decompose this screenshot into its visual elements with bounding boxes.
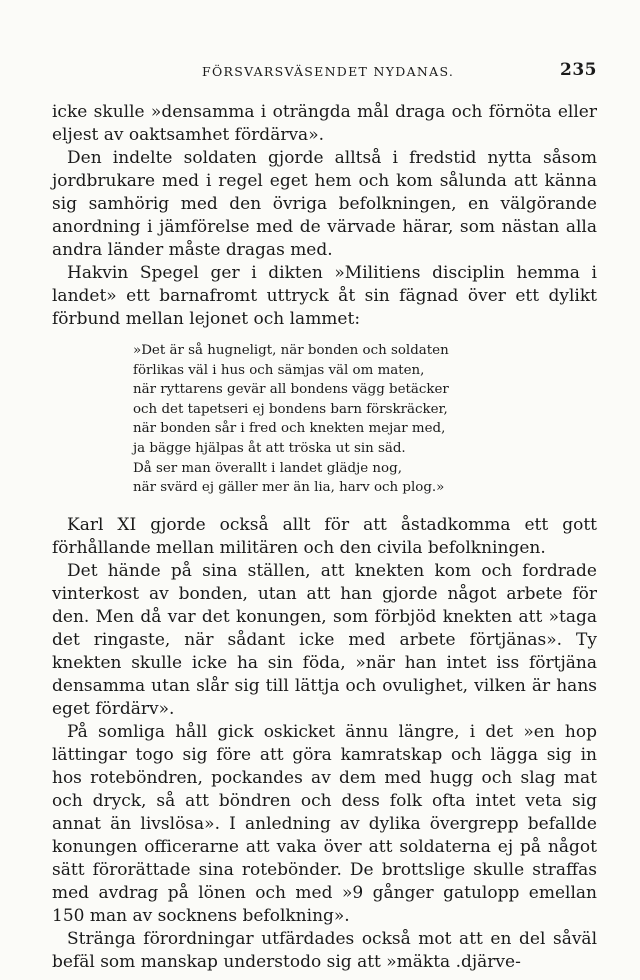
body-text xyxy=(52,101,597,974)
verse-line: »Det är så hugneligt, när bonden och soldaten xyxy=(133,343,449,358)
verse-line: när bonden sår i fred och knekten mejar med, xyxy=(133,421,446,437)
paragraph: Det hände på sina ställen, att knekten kom och fordrade vinterkost av bonden, utan att han gjorde något arbete för den. Men då var det konungen, som förbjöd knekten att »taga det ringaste, när sådant icke med arbete förtjänas». Ty knekten skulle icke ha sin föda, »när han intet iss förtjäna densamma utan slår sig till lättja och ovulighet, vilken är hans eget fördärv». xyxy=(52,560,597,719)
paragraph: Stränga förordningar utfärdades också mot att en del såväl befäl som manskap understodo sig att »mäkta .djärve- xyxy=(52,928,597,972)
verse-line: och det tapetseri ej bondens barn förskräcker, xyxy=(133,401,448,417)
page-header xyxy=(52,60,597,86)
paragraph: På somliga håll gick oskicket ännu längre, i det »en hop lättingar togo sig före att göra kamratskap och lägga sig in hos roteböndren, pockandes av dem med hugg och slag mat och dryck, så att böndren och dess folk ofta intet veta sig annat än livslösa». I anledning av dylika övergrepp befallde konungen officerarne att vaka över att soldaterna ej på något sätt förorättade sina rotebönder. De brottslige skulle straffas med avdrag på lönen och med »9 gånger gatulopp emellan 150 man av socknens befolkning». xyxy=(52,721,597,926)
paragraph: icke skulle »densamma i oträngda mål draga och förnöta eller eljest av oaktsamhet fördärva». xyxy=(52,102,597,145)
paragraph: Hakvin Spegel ger i dikten »Militiens disciplin hemma i landet» ett barnafromt uttryck åt sin fägnad över ett dylikt förbund mellan lejonet och lammet: xyxy=(52,263,597,329)
verse-line: ja bägge hjälpas åt att tröska ut sin säd. xyxy=(133,440,406,456)
verse-line: förlikas väl i hus och sämjas väl om maten, xyxy=(133,362,425,378)
paragraph: Den indelte soldaten gjorde alltså i fredstid nytta såsom jordbrukare med i regel eget hem och kom sålunda att känna sig samhörig med den övriga befolkningen, en välgörande anordning i jämförelse med de värvade härar, som nästan alla andra länder måste dragas med. xyxy=(52,148,597,260)
paragraph: Karl XI gjorde också allt för att åstadkomma ett gott förhållande mellan militären och den civila befolkningen. xyxy=(52,514,597,558)
verse-line: Då ser man överallt i landet glädje nog, xyxy=(133,460,402,476)
verse-line: när svärd ej gäller mer än lia, harv och plog.» xyxy=(133,480,445,496)
verse-quote xyxy=(133,341,597,498)
running-title: FÖRSVARSVÄSENDET NYDANAS. xyxy=(202,64,455,79)
verse-line: när ryttarens gevär all bondens vägg betäcker xyxy=(133,382,449,398)
page-number: 235 xyxy=(560,60,597,80)
